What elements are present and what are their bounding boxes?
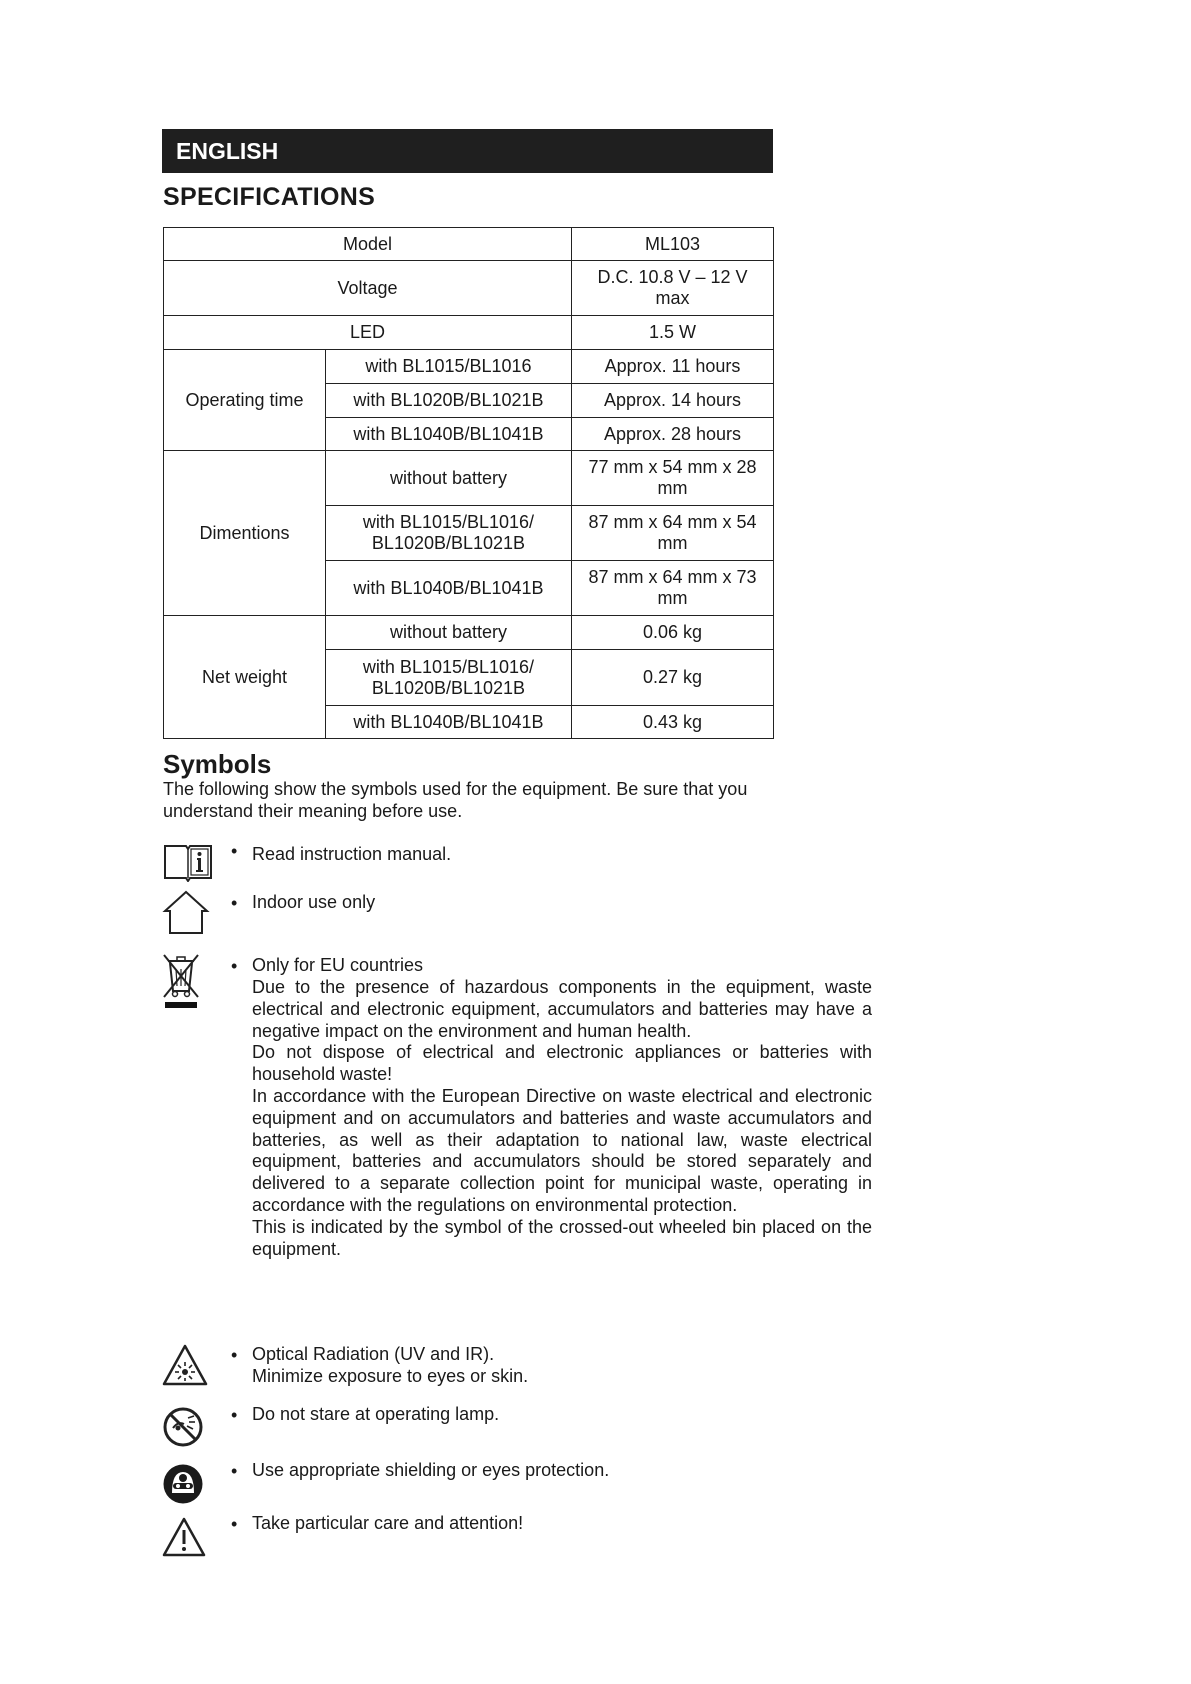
indoor-house-icon: [162, 889, 210, 935]
paragraph: Do not dispose of electrical and electronic appliances or batteries with household waste!: [252, 1042, 872, 1085]
paragraph: This is indicated by the symbol of the crossed-out wheeled bin placed on the equipment.: [252, 1216, 872, 1259]
voltage-label: Voltage: [164, 261, 572, 316]
table-row: [164, 451, 774, 506]
symbols-intro: The following show the symbols used for the equipment. Be sure that you understand their meaning before use.: [163, 779, 748, 821]
bullet: •: [231, 956, 238, 976]
bullet: •: [231, 841, 238, 861]
condition-cell: with BL1020B/BL1021B: [326, 384, 572, 418]
symbol-text: Read instruction manual.: [252, 844, 452, 864]
value-cell: 77 mm x 54 mm x 28 mm: [572, 451, 774, 506]
optical-radiation-icon: [162, 1344, 208, 1386]
language-header: ENGLISH: [162, 129, 773, 173]
symbol-text: Do not stare at operating lamp.: [252, 1404, 500, 1424]
dimensions-label: Dimentions: [164, 451, 326, 616]
condition-cell: with BL1015/BL1016/ BL1020B/BL1021B: [326, 506, 572, 561]
value-cell: 0.06 kg: [572, 616, 774, 650]
paragraph: Due to the presence of hazardous components in the equipment, waste electrical and electronic equipment, accumulators and batteries may have a negative impact on the environment and human health.: [252, 977, 872, 1041]
operating-time-label: Operating time: [164, 350, 326, 451]
symbol-text: Minimize exposure to eyes or skin.: [252, 1366, 529, 1386]
bullet: •: [231, 1345, 238, 1365]
led-label: LED: [164, 316, 572, 350]
bullet: •: [231, 1405, 238, 1425]
value-cell: Approx. 14 hours: [572, 384, 774, 418]
symbol-text: Indoor use only: [252, 892, 376, 912]
value-cell: 87 mm x 64 mm x 54 mm: [572, 506, 774, 561]
condition-cell: with BL1015/BL1016: [326, 350, 572, 384]
condition-cell: with BL1015/BL1016/ BL1020B/BL1021B: [326, 650, 572, 706]
crossed-bin-icon: [162, 953, 202, 1009]
value-cell: 87 mm x 64 mm x 73 mm: [572, 561, 774, 616]
symbol-text: Only for EU countries: [252, 955, 424, 975]
value-cell: 0.27 kg: [572, 650, 774, 706]
model-value: ML103: [572, 228, 774, 261]
condition-cell: with BL1040B/BL1041B: [326, 561, 572, 616]
symbols-title: Symbols: [163, 749, 272, 779]
table-row: [164, 228, 774, 261]
table-row: [164, 616, 774, 650]
bullet: •: [231, 1514, 238, 1534]
led-value: 1.5 W: [572, 316, 774, 350]
value-cell: 0.43 kg: [572, 706, 774, 739]
eu-disposal-text: [252, 977, 872, 1260]
no-stare-icon: [162, 1406, 204, 1448]
table-row: [164, 261, 774, 316]
bullet: •: [231, 1461, 238, 1481]
warning-icon: [162, 1517, 206, 1557]
symbol-text: Take particular care and attention!: [252, 1513, 524, 1533]
condition-cell: with BL1040B/BL1041B: [326, 418, 572, 451]
specifications-title: SPECIFICATIONS: [163, 183, 376, 211]
bullet: •: [231, 893, 238, 913]
voltage-value: D.C. 10.8 V – 12 V max: [572, 261, 774, 316]
symbol-text: Optical Radiation (UV and IR).: [252, 1344, 495, 1364]
table-row: [164, 316, 774, 350]
condition-cell: without battery: [326, 451, 572, 506]
specifications-table: [163, 227, 774, 739]
symbol-text: Use appropriate shielding or eyes protection.: [252, 1460, 610, 1480]
table-row: [164, 350, 774, 384]
net-weight-label: Net weight: [164, 616, 326, 739]
condition-cell: without battery: [326, 616, 572, 650]
paragraph: In accordance with the European Directive on waste electrical and electronic equipment and on accumulators and batteries and waste accumulators and batteries, as well as their adaptation to national law, waste electrical equipment, batteries and accumulators should be stored separately and delivered to a separate collection point for municipal waste, operating in accordance with the regulations on environmental protection.: [252, 1085, 872, 1215]
value-cell: Approx. 11 hours: [572, 350, 774, 384]
value-cell: Approx. 28 hours: [572, 418, 774, 451]
model-label: Model: [164, 228, 572, 261]
eye-protection-icon: [162, 1463, 204, 1505]
condition-cell: with BL1040B/BL1041B: [326, 706, 572, 739]
read-manual-icon: [162, 840, 214, 882]
